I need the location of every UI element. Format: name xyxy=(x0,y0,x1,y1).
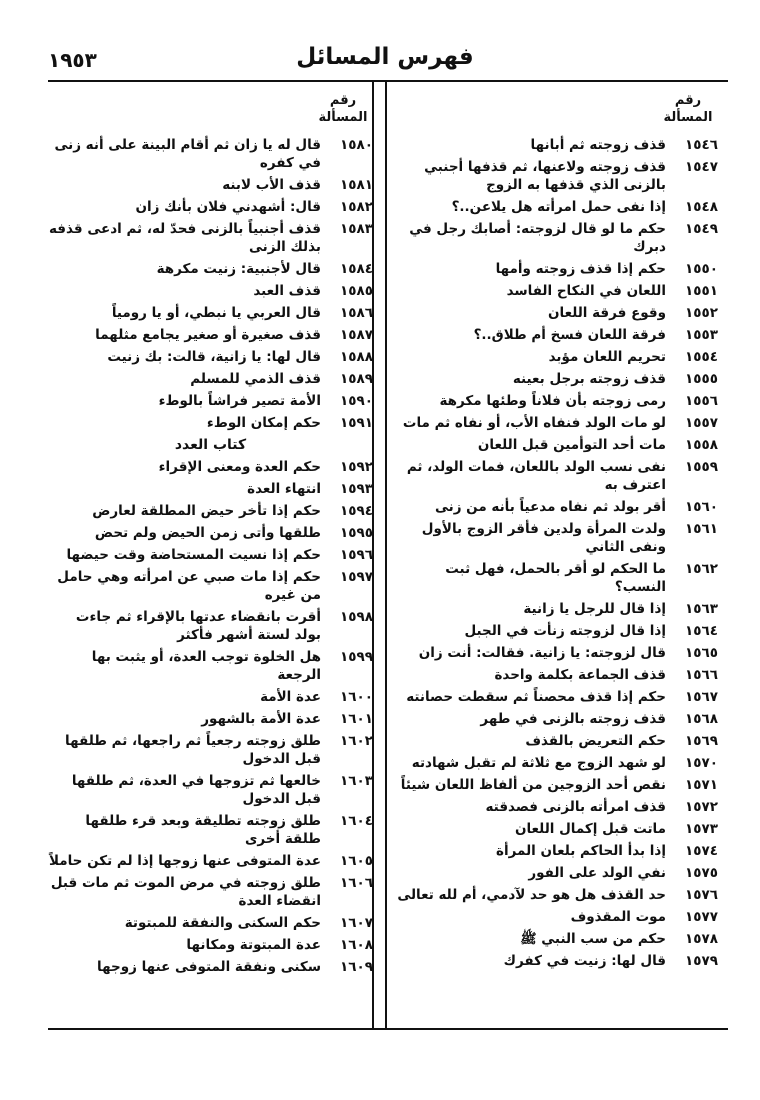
entry-title: عدة المتوفى عنها زوجها إذا لم تكن حاملاً xyxy=(48,853,321,869)
section-title: كتاب العدد xyxy=(174,437,247,453)
entry-number: ١٥٩١ xyxy=(340,415,373,431)
entry-title: قذف الجماعة بكلمة واحدة xyxy=(494,667,666,683)
index-entry xyxy=(48,370,373,388)
entry-number: ١٥٧٩ xyxy=(685,953,718,969)
entry-title: أقر بولد ثم نفاه مدعياً بأنه من زنى xyxy=(434,499,666,515)
index-entry xyxy=(48,176,373,194)
entry-title: حكم من سب النبي ﷺ xyxy=(520,931,666,947)
entry-title: نفي الولد على الفور xyxy=(528,865,666,881)
entry-title: طلقها وأتى زمن الحيض ولم تحض xyxy=(94,525,321,541)
entry-number: ١٥٨٣ xyxy=(340,221,373,237)
column-header xyxy=(48,84,373,136)
entry-number: ١٥٤٩ xyxy=(685,221,718,237)
index-entry xyxy=(393,370,718,388)
index-entry xyxy=(393,666,718,684)
index-entry xyxy=(48,772,373,808)
index-entry xyxy=(48,732,373,768)
entry-number: ١٥٧٨ xyxy=(685,931,718,947)
entry-number: ١٥٨٢ xyxy=(340,199,373,215)
entry-number: ١٥٨٠ xyxy=(340,137,373,153)
entry-number: ١٦٠٢ xyxy=(340,733,373,749)
entry-title: ولدت المرأة ولدين فأقر الزوج بالأول ونفى الثاني xyxy=(421,521,666,555)
index-entry xyxy=(393,754,718,772)
entry-number: ١٥٨٦ xyxy=(340,305,373,321)
entry-number: ١٥٧٦ xyxy=(685,887,718,903)
entry-number: ١٥٦٦ xyxy=(685,667,718,683)
entry-number: ١٥٥٣ xyxy=(685,327,718,343)
index-entry xyxy=(393,600,718,618)
entry-number: ١٦٠٦ xyxy=(340,875,373,891)
index-entry xyxy=(48,282,373,300)
entry-title: طلق زوجته تطليقة وبعد قرء طلقها طلقة أخرى xyxy=(85,813,321,847)
entry-title: عدة الأمة xyxy=(260,689,321,705)
index-entry xyxy=(48,304,373,322)
entry-number: ١٥٤٨ xyxy=(685,199,718,215)
entry-number: ١٥٩٩ xyxy=(340,649,373,665)
entry-number: ١٦٠٩ xyxy=(340,959,373,975)
entry-title: مات أحد التوأمين قبل اللعان xyxy=(477,437,666,453)
index-entry xyxy=(393,886,718,904)
entry-title: حكم إذا قذف محصناً ثم سقطت حصانته xyxy=(406,689,666,705)
index-entry xyxy=(48,220,373,256)
entry-number: ١٥٦٨ xyxy=(685,711,718,727)
entry-number: ١٦٠٤ xyxy=(340,813,373,829)
index-column-right xyxy=(393,84,718,1024)
entry-title: قال لزوجته: يا زانية. فقالت: أنت زان xyxy=(418,645,666,661)
index-entry xyxy=(393,644,718,662)
entry-number: ١٥٧٤ xyxy=(685,843,718,859)
index-entry xyxy=(48,348,373,366)
entry-number: ١٥٦٤ xyxy=(685,623,718,639)
entry-title: حكم السكنى والنفقة للمبتوتة xyxy=(124,915,321,931)
footer-rule xyxy=(48,1028,728,1030)
index-entry xyxy=(393,908,718,926)
index-entry xyxy=(393,732,718,750)
entry-title: قال العربي يا نبطي، أو يا رومياً xyxy=(111,305,321,321)
entry-number: ١٥٥٥ xyxy=(685,371,718,387)
entry-number: ١٦٠٨ xyxy=(340,937,373,953)
index-entry xyxy=(48,198,373,216)
entry-title: حكم إذا قذف زوجته وأمها xyxy=(495,261,666,277)
entry-title: عدة المبتوتة ومكانها xyxy=(186,937,321,953)
entry-number: ١٥٧٢ xyxy=(685,799,718,815)
entry-title: قذف صغيرة أو صغير يجامع مثلهما xyxy=(95,327,321,343)
entry-title: حكم إذا مات صبي عن امرأته وهي حامل من غيره xyxy=(57,569,321,603)
entry-number: ١٥٧٧ xyxy=(685,909,718,925)
entry-title: قذف زوجته بالزنى في طهر xyxy=(480,711,666,727)
entry-number: ١٥٦٠ xyxy=(685,499,718,515)
index-entry xyxy=(48,458,373,476)
entry-title: إذا نفى حمل امرأته هل يلاعن..؟ xyxy=(451,199,666,215)
entry-title: رمى زوجته بأن فلاناً وطئها مكرهة xyxy=(439,393,666,409)
entry-title: حكم إمكان الوطء xyxy=(206,415,321,431)
index-list xyxy=(48,136,373,976)
entry-title: حكم إذا نسيت المستحاضة وقت حيضها xyxy=(66,547,321,563)
entry-title: قال له يا زان ثم أقام البينة على أنه زنى في كفره xyxy=(54,137,321,171)
header-rule xyxy=(48,80,728,82)
index-entry xyxy=(393,520,718,556)
entry-title: نقص أحد الزوجين من ألفاظ اللعان شيئاً xyxy=(400,777,666,793)
entry-title: إذا قال لزوجته زنأت في الجبل xyxy=(464,623,666,639)
entry-number: ١٥٥٧ xyxy=(685,415,718,431)
index-entry xyxy=(393,348,718,366)
index-entry xyxy=(393,326,718,344)
entry-title: قال لأجنبية: زنيت مكرهة xyxy=(156,261,321,277)
entry-number: ١٥٨٥ xyxy=(340,283,373,299)
index-entry xyxy=(393,414,718,432)
entry-number: ١٥٨٤ xyxy=(340,261,373,277)
entry-title: سكنى ونفقة المتوفى عنها زوجها xyxy=(97,959,321,975)
entry-number: ١٥٤٧ xyxy=(685,159,718,175)
index-entry xyxy=(48,852,373,870)
entry-title: نفى نسب الولد باللعان، فمات الولد، ثم اعترف به xyxy=(406,459,666,493)
index-entry xyxy=(393,776,718,794)
entry-title: حكم إذا تأخر حيض المطلقة لعارض xyxy=(92,503,321,519)
entry-number: ١٥٩٧ xyxy=(340,569,373,585)
entry-number: ١٥٩٨ xyxy=(340,609,373,625)
entry-title: إذا بدأ الحاكم بلعان المرأة xyxy=(496,843,666,859)
entry-number: ١٥٧٠ xyxy=(685,755,718,771)
index-entry xyxy=(48,414,373,432)
entry-number: ١٥٦٥ xyxy=(685,645,718,661)
index-entry xyxy=(393,260,718,278)
page-number: ١٩٥٣ xyxy=(48,48,97,72)
entry-number: ١٦٠١ xyxy=(340,711,373,727)
entry-title: هل الخلوة توجب العدة، أو يثبت بها الرجعة xyxy=(91,649,321,683)
index-entry xyxy=(48,608,373,644)
entry-number: ١٥٨٨ xyxy=(340,349,373,365)
entry-number: ١٦٠٧ xyxy=(340,915,373,931)
entry-number: ١٥٩٢ xyxy=(340,459,373,475)
number-column-label: رقم المسألة xyxy=(663,93,713,125)
index-list xyxy=(393,136,718,970)
entry-title: خالعها ثم تزوجها في العدة، ثم طلقها قبل الدخول xyxy=(71,773,321,807)
entry-number: ١٥٨١ xyxy=(340,177,373,193)
entry-title: تحريم اللعان مؤبد xyxy=(548,349,666,365)
section-heading xyxy=(48,436,373,454)
entry-title: قذف أجنبياً بالزنى فحدّ له، ثم ادعى قذفه بذلك الزنى xyxy=(48,221,321,255)
column-header xyxy=(393,84,718,136)
entry-number: ١٥٩٥ xyxy=(340,525,373,541)
entry-number: ١٥٦٣ xyxy=(685,601,718,617)
entry-title: قذف العبد xyxy=(253,283,321,299)
entry-title: قذف امرأته بالزنى فصدقته xyxy=(485,799,666,815)
entry-number: ١٥٩٠ xyxy=(340,393,373,409)
index-entry xyxy=(393,220,718,256)
index-entry xyxy=(393,158,718,194)
index-entry xyxy=(48,688,373,706)
index-entry xyxy=(393,864,718,882)
index-entry xyxy=(48,392,373,410)
entry-number: ١٥٥١ xyxy=(685,283,718,299)
entry-title: حكم التعريض بالقذف xyxy=(525,733,666,749)
index-entry xyxy=(393,198,718,216)
index-entry xyxy=(48,958,373,976)
entry-number: ١٥٧٣ xyxy=(685,821,718,837)
entry-number: ١٦٠٠ xyxy=(340,689,373,705)
index-entry xyxy=(393,930,718,948)
index-entry xyxy=(393,560,718,596)
index-entry xyxy=(48,710,373,728)
entry-number: ١٥٥٩ xyxy=(685,459,718,475)
index-entry xyxy=(393,282,718,300)
index-entry xyxy=(48,502,373,520)
entry-title: عدة الأمة بالشهور xyxy=(201,711,321,727)
entry-number: ١٥٦١ xyxy=(685,521,718,537)
index-entry xyxy=(48,914,373,932)
column-divider xyxy=(385,80,387,1028)
entry-title: لو شهد الزوج مع ثلاثة لم تقبل شهادته xyxy=(411,755,666,771)
entry-title: موت المقذوف xyxy=(570,909,666,925)
entry-number: ١٥٥٢ xyxy=(685,305,718,321)
page-header xyxy=(48,44,722,78)
entry-title: قذف الأب لابنه xyxy=(222,177,321,193)
entry-title: ماتت قبل إكمال اللعان xyxy=(514,821,666,837)
entry-number: ١٥٩٣ xyxy=(340,481,373,497)
index-entry xyxy=(393,436,718,454)
entry-title: حكم العدة ومعنى الإقراء xyxy=(158,459,321,475)
entry-number: ١٥٥٤ xyxy=(685,349,718,365)
entry-title: قال: أشهدني فلان بأنك زان xyxy=(135,199,321,215)
page-title: فهرس المسائل xyxy=(296,44,474,70)
index-entry xyxy=(48,136,373,172)
entry-number: ١٥٩٤ xyxy=(340,503,373,519)
entry-title: قذف زوجته ولاعنها، ثم قذفها أجنبي بالزنى الذي قذفها به الزوج xyxy=(424,159,666,193)
entry-title: وقوع فرقة اللعان xyxy=(548,305,666,321)
number-column-label: رقم المسألة xyxy=(318,93,368,125)
entry-title: الأمة تصير فراشاً بالوطء xyxy=(158,393,321,409)
entry-title: قال لها: يا زانية، قالت: بك زنيت xyxy=(107,349,321,365)
index-entry xyxy=(393,798,718,816)
index-entry xyxy=(48,524,373,542)
entry-title: حكم ما لو قال لزوجته: أصابك رجل في دبرك xyxy=(409,221,666,255)
index-column-left xyxy=(48,84,373,1024)
entry-title: قال لها: زنيت في كفرك xyxy=(503,953,666,969)
entry-title: طلق زوجته في مرض الموت ثم مات قبل انقضاء العدة xyxy=(50,875,321,909)
index-entry xyxy=(48,568,373,604)
index-entry xyxy=(48,936,373,954)
entry-title: اللعان في النكاح الفاسد xyxy=(506,283,666,299)
index-entry xyxy=(393,622,718,640)
index-entry xyxy=(393,458,718,494)
entry-number: ١٥٧٥ xyxy=(685,865,718,881)
entry-number: ١٥٦٢ xyxy=(685,561,718,577)
entry-title: قذف زوجته ثم أبانها xyxy=(530,137,666,153)
index-entry xyxy=(393,688,718,706)
entry-number: ١٥٨٧ xyxy=(340,327,373,343)
entry-number: ١٥٦٩ xyxy=(685,733,718,749)
entry-title: طلق زوجته رجعياً ثم راجعها، ثم طلقها قبل الدخول xyxy=(65,733,321,767)
index-entry xyxy=(393,710,718,728)
entry-number: ١٥٩٦ xyxy=(340,547,373,563)
entry-number: ١٥٨٩ xyxy=(340,371,373,387)
entry-number: ١٦٠٣ xyxy=(340,773,373,789)
index-entry xyxy=(48,874,373,910)
entry-title: انتهاء العدة xyxy=(247,481,321,497)
index-entry xyxy=(393,498,718,516)
index-entry xyxy=(393,304,718,322)
entry-title: قذف زوجته برجل بعينه xyxy=(512,371,666,387)
entry-title: فرقة اللعان فسخ أم طلاق..؟ xyxy=(473,327,666,343)
index-entry xyxy=(48,260,373,278)
entry-title: لو مات الولد فنفاه الأب، أو نفاه ثم مات xyxy=(402,415,666,431)
index-entry xyxy=(48,480,373,498)
index-entry xyxy=(393,842,718,860)
index-entry xyxy=(48,812,373,848)
entry-title: أقرت بانقضاء عدتها بالإقراء ثم جاءت بولد لستة أشهر فأكثر xyxy=(75,609,321,643)
entry-number: ١٥٥٨ xyxy=(685,437,718,453)
entry-title: ما الحكم لو أقر بالحمل، فهل ثبت النسب؟ xyxy=(445,561,666,595)
entry-number: ١٥٥٠ xyxy=(685,261,718,277)
index-entry xyxy=(48,326,373,344)
index-entry xyxy=(393,136,718,154)
index-entry xyxy=(48,648,373,684)
entry-number: ١٥٤٦ xyxy=(685,137,718,153)
entry-number: ١٥٥٦ xyxy=(685,393,718,409)
index-entry xyxy=(393,952,718,970)
index-entry xyxy=(393,392,718,410)
entry-number: ١٥٦٧ xyxy=(685,689,718,705)
entry-title: حد القذف هل هو حد لآدمي، أم لله تعالى xyxy=(397,887,666,903)
index-entry xyxy=(393,820,718,838)
entry-title: قذف الذمي للمسلم xyxy=(190,371,321,387)
entry-number: ١٥٧١ xyxy=(685,777,718,793)
index-entry xyxy=(48,546,373,564)
entry-number: ١٦٠٥ xyxy=(340,853,373,869)
entry-title: إذا قال للرجل يا زانية xyxy=(523,601,666,617)
